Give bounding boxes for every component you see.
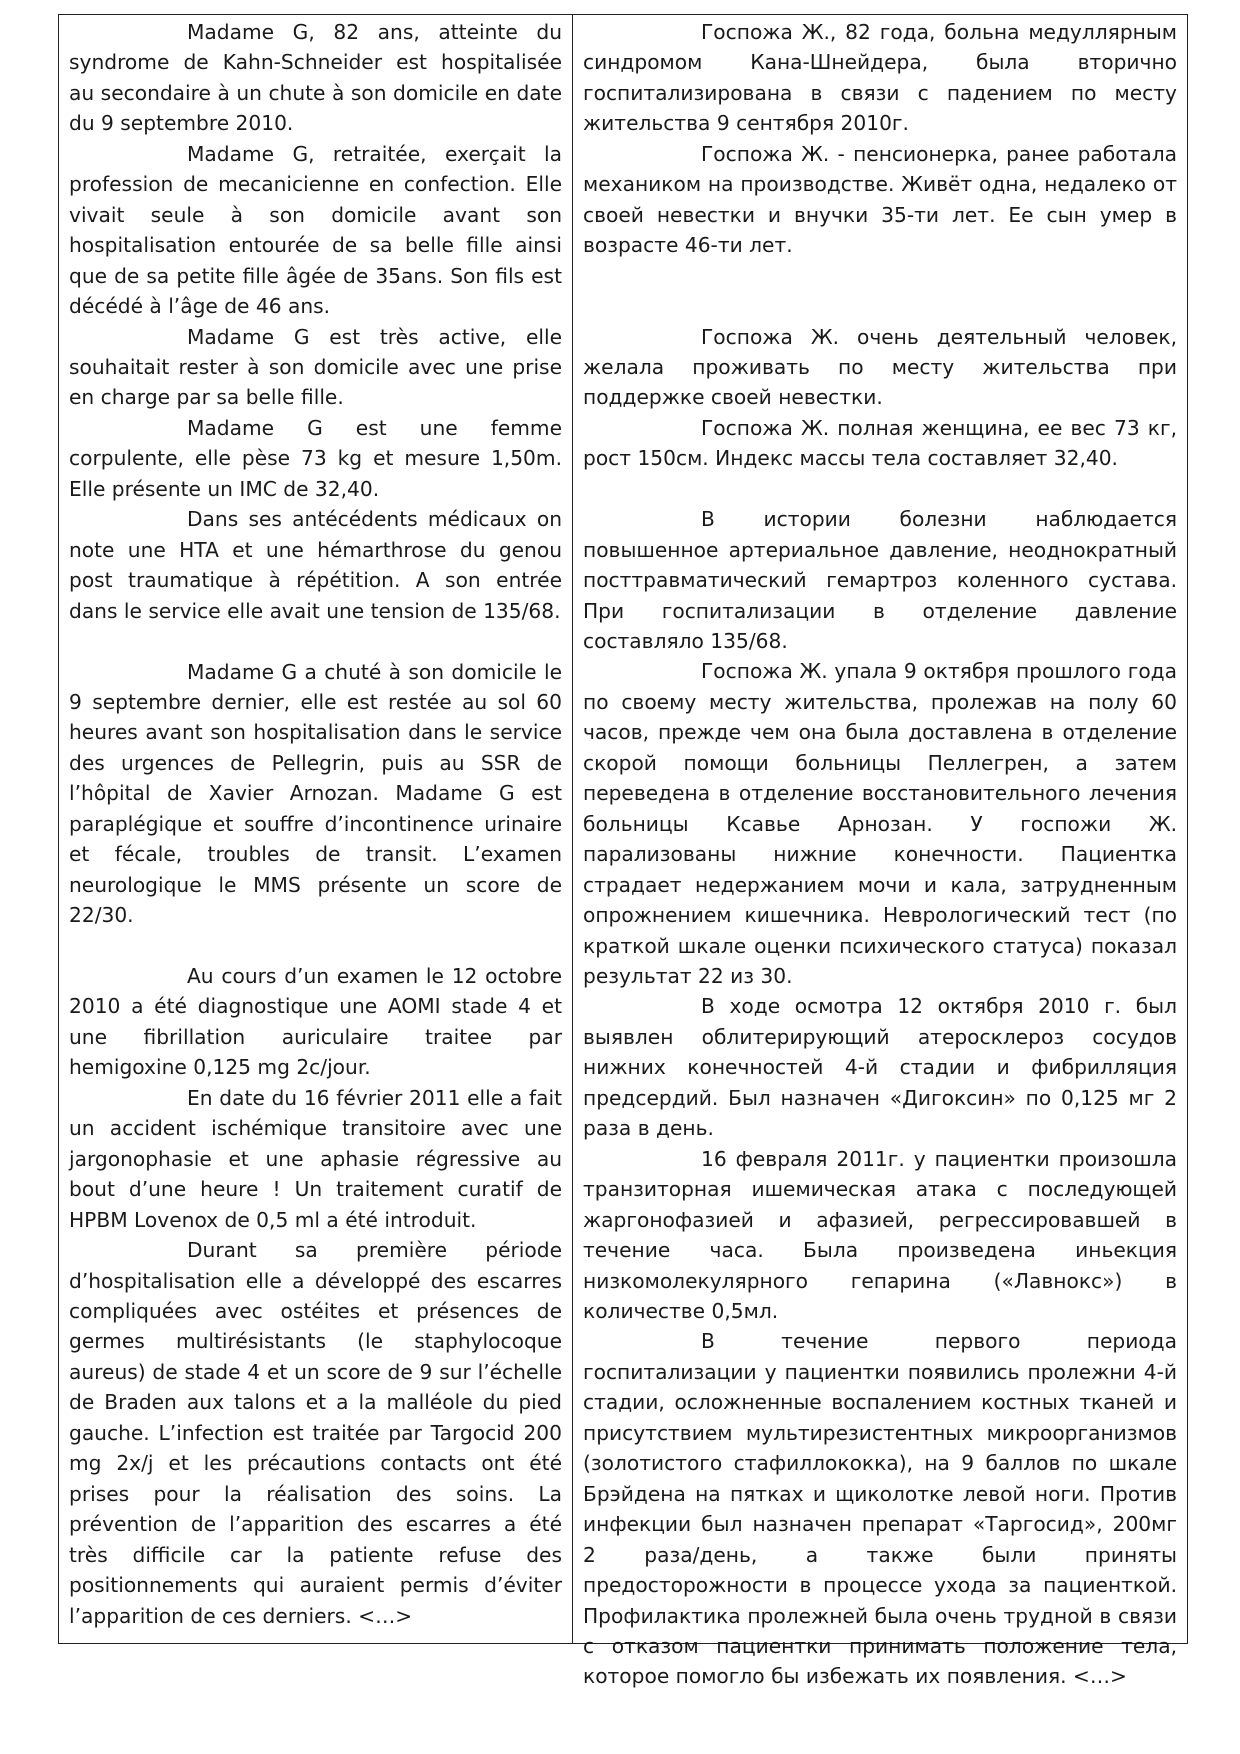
fr-paragraph-4: Madame G est une femme corpulente, elle pèse 73 kg et mesure 1,50m. Elle présente un IMC de 32,40. — [69, 415, 562, 501]
fr-paragraph-7: Au cours d’un examen le 12 octobre 2010 a été diagnostique une AOMI stade 4 et une fibrillation auriculaire traitee par hemigoxine 0,125 mg 2c/jour. — [69, 964, 562, 1080]
ru-paragraph-8: 16 февраля 2011г. у пациентки произошла транзиторная ишемическая атака с последующей жаргонофазией и афазией, регрессировавшей в течение часа. Была произведена иньекция низкомолекулярного гепарина («Лавнокс») в количестве 0,5мл. — [583, 1146, 1177, 1323]
fr-paragraph-3: Madame G est très active, elle souhaitait rester à son domicile avec une prise en charge par sa belle fille. — [69, 324, 562, 410]
fr-paragraph-8: En date du 16 février 2011 elle a fait un accident ischémique transitoire avec une jargonophasie et une aphasie régressive au bout d’une heure ! Un traitement curatif de HPBM Lovenox de 0,5 ml a été introduit. — [69, 1085, 562, 1232]
fr-paragraph-6: Madame G a chuté à son domicile le 9 septembre dernier, elle est restée au sol 60 heures avant son hospitalisation dans le service des urgences de Pellegrin, puis au SSR de l’hôpital de Xavier Arnozan. Madame G est paraplégique et souffre d’incontinence urinaire et fécale, troubles de transit. L’examen neurologique le MMS présente un score de 22/30. — [69, 659, 562, 928]
french-column — [59, 15, 573, 1643]
ru-paragraph-9: В течение первого периода госпитализации у пациентки появились пролежни 4-й стадии, осложненные воспалением костных тканей и присутствием мультирезистентных микроорганизмов (золотистого стафиллококка), на 9 баллов по шкале Брэйдена на пятках и щиколотке левой ноги. Против инфекции был назначен препарат «Таргосид», 200мг 2 раза/день, а также были приняты предосторожности в процессе ухода за пациенткой. Профилактика пролежней была очень трудной в связи с отказом пациентки принимать положение тела, которое помогло бы избежать их появления. <…> — [583, 1329, 1177, 1689]
blank-line — [583, 474, 1177, 504]
blank-line — [69, 931, 562, 961]
ru-paragraph-5: В истории болезни наблюдается повышенное артериальное давление, неоднократный посттравматический гемартроз коленного сустава. При госпитализации в отделение давление составляло 135/68. — [583, 507, 1177, 654]
blank-line — [583, 261, 1177, 291]
russian-column — [573, 15, 1187, 1689]
ru-paragraph-4: Госпожа Ж. полная женщина, ее вес 73 кг, рост 150см. Индекс массы тела составляет 32,40. — [583, 415, 1177, 471]
bilingual-table — [58, 14, 1188, 1689]
fr-paragraph-5: Dans ses antécédents médicaux on note une HTA et une hémarthrose du genou post traumatique à répétition. A son entrée dans le service elle avait une tension de 135/68. — [69, 507, 562, 623]
blank-line — [69, 626, 562, 656]
ru-paragraph-2: Госпожа Ж. - пенсионерка, ранее работала механиком на производстве. Живёт одна, недалеко от своей невестки и внучки 35-ти лет. Ее сын умер в возрасте 46-ти лет. — [583, 141, 1177, 258]
fr-paragraph-9: Durant sa première période d’hospitalisation elle a développé des escarres compliquées avec ostéites et présences de germes multirésistants (le staphylocoque aureus) de stade 4 et un score de 9 sur l’échelle de Braden aux talons et a la malléole du pied gauche. L’infection est traitée par Targocid 200 mg 2x/j et les précautions contacts ont été prises pour la réalisation des soins. La prévention de l’apparition des escarres a été très difficile car la patiente refuse des positionnements qui auraient permis d’éviter l’apparition de ces derniers. <…> — [69, 1238, 562, 1628]
ru-paragraph-6: Госпожа Ж. упала 9 октября прошлого года по своему месту жительства, пролежав на полу 60 часов, прежде чем она была доставлена в отделение скорой помощи больницы Пеллегрен, а затем переведена в отделение восстановительного лечения больницы Ксавье Арнозан. У госпожи Ж. парализованы нижние конечности. Пациентка страдает недержанием мочи и кала, затрудненным опрожнением кишечника. Неврологический тест (по краткой шкале оценки психического статуса) показал результат 22 из 30. — [583, 659, 1177, 988]
fr-paragraph-1: Madame G, 82 ans, atteinte du syndrome de Kahn-Schneider est hospitalisée au secondaire à un chute à son domicile en date du 9 septembre 2010. — [69, 20, 562, 136]
blank-line — [583, 291, 1177, 321]
ru-paragraph-1: Госпожа Ж., 82 года, больна медуллярным синдромом Кана-Шнейдера, была вторично госпитализирована в связи с падением по месту жительства 9 сентября 2010г. — [583, 20, 1177, 136]
fr-paragraph-2: Madame G, retraitée, exerçait la profession de mecanicienne en confection. Elle vivait seule à son domicile avant son hospitalisation entourée de sa belle fille ainsi que de sa petite fille âgée de 35ans. Son fils est décédé à l’âge de 46 ans. — [69, 141, 562, 319]
ru-paragraph-7: В ходе осмотра 12 октября 2010 г. был выявлен облитерирующий атеросклероз сосудов нижних конечностей 4-й стадии и фибрилляция предсердий. Был назначен «Дигоксин» по 0,125 мг 2 раза в день. — [583, 994, 1177, 1141]
ru-paragraph-3: Госпожа Ж. очень деятельный человек, желала проживать по месту жительства при поддержке своей невестки. — [583, 324, 1177, 410]
